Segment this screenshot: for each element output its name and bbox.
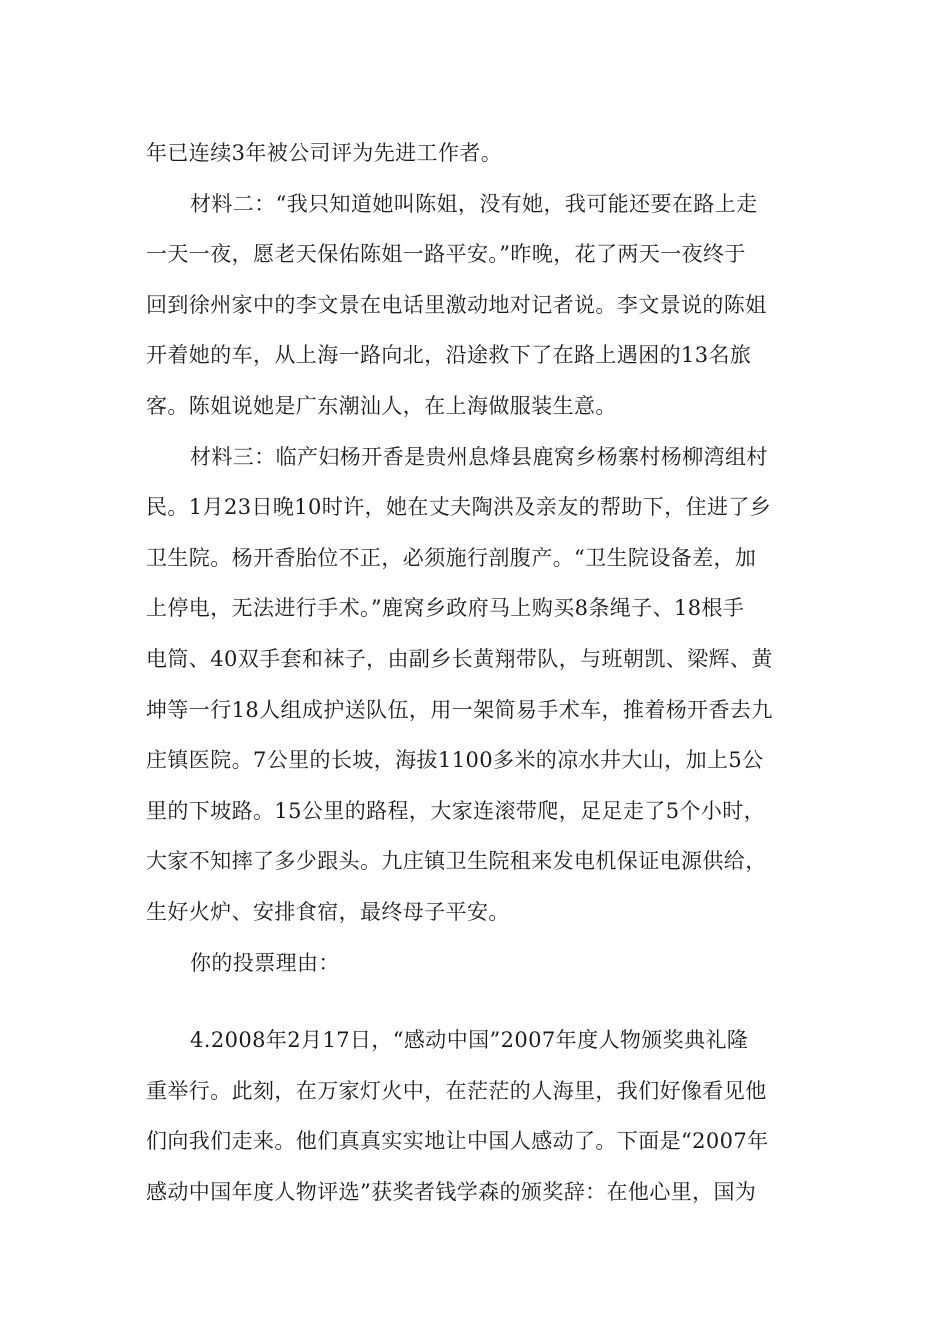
text-line: 年已连续3年被公司评为先进工作者。: [146, 141, 503, 165]
text-line: 民。1月23日晚10时许，她在丈夫陶洪及亲友的帮助下，住进了乡: [146, 495, 772, 520]
passage-block-question-4: [146, 1015, 810, 1217]
vote-reason-prompt: 你的投票理由：: [190, 950, 340, 975]
text-line: 坤等一行18人组成护送队伍，用一架简易手术车，推着杨开香去九: [146, 697, 773, 722]
text-line: 里的下坡路。15公里的路程，大家连滚带爬，足足走了5个小时，: [146, 798, 766, 823]
text-line: 4.2008年2月17日，“感动中国”2007年度人物颁奖典礼隆: [190, 1028, 749, 1052]
text-line: 材料三：临产妇杨开香是贵州息烽县鹿窝乡杨寨村杨柳湾组村: [190, 444, 768, 469]
text-line: 开着她的车，从上海一路向北，沿途救下了在路上遇困的13名旅: [146, 343, 752, 368]
text-line: 客。陈姐说她是广东潮汕人，在上海做服装生意。: [146, 393, 617, 418]
text-line: 回到徐州家中的李文景在电话里激动地对记者说。李文景说的陈姐: [146, 292, 767, 317]
text-line: 电筒、40双手套和袜子，由副乡长黄翔带队，与班朝凯、梁辉、黄: [146, 646, 773, 671]
text-line: 生好火炉、安排食宿，最终母子平安。: [146, 899, 510, 924]
text-line: 大家不知摔了多少跟头。九庄镇卫生院租来发电机保证电源供给，: [146, 849, 767, 874]
text-line: 们向我们走来。他们真真实实地让中国人感动了。下面是“2007年: [146, 1129, 769, 1154]
text-line: 上停电，无法进行手术。”鹿窝乡政府马上购买8条绳子、18根手: [146, 596, 745, 621]
text-line: 一天一夜，愿老天保佑陈姐一路平安。”昨晚，花了两天一夜终于: [146, 242, 746, 267]
text-line: 重举行。此刻，在万家灯火中，在茫茫的人海里，我们好像看见他: [146, 1078, 767, 1103]
passage-block-materials: [146, 128, 810, 988]
text-line: 材料二：“我只知道她叫陈姐，没有她，我可能还要在路上走: [190, 191, 758, 216]
text-line: 庄镇医院。7公里的长坡，海拔1100多米的凉水井大山，加上5公: [146, 748, 764, 773]
text-line: 感动中国年度人物评选”获奖者钱学森的颁奖辞：在他心里，国为: [146, 1179, 757, 1204]
text-line: 卫生院。杨开香胎位不正，必须施行剖腹产。“卫生院设备差，加: [146, 545, 757, 570]
